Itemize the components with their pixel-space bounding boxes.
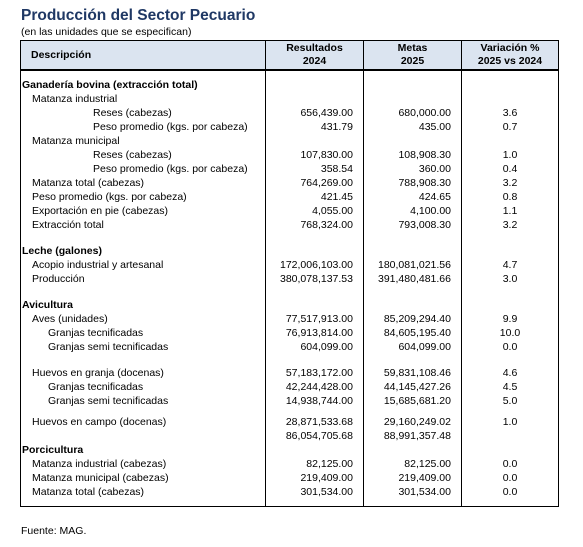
spacer-cell [364,232,462,244]
value-2025: 301,534.00 [364,485,462,499]
spacer-cell [364,499,462,507]
table-row [21,366,559,380]
variation-pct: 0.0 [462,457,559,471]
variation-pct [462,443,559,457]
spacer-cell [266,70,364,78]
table-row [21,312,559,326]
row-label: Matanza total (cabezas) [21,176,266,190]
spacer-cell [21,499,266,507]
row-label: Matanza total (cabezas) [21,485,266,499]
value-2024: 604,099.00 [266,340,364,354]
value-2024: 764,269.00 [266,176,364,190]
variation-pct: 0.7 [462,120,559,134]
spacer-cell [21,70,266,78]
row-label: Peso promedio (kgs. por cabeza) [21,162,266,176]
table-row [21,218,559,232]
row-label: Peso promedio (kgs. por cabeza) [21,120,266,134]
value-2024: 431.79 [266,120,364,134]
row-label: Porcicultura [21,443,266,457]
spacer-cell [266,408,364,415]
value-2025: 680,000.00 [364,106,462,120]
spacer-cell [364,286,462,298]
variation-pct: 3.0 [462,272,559,286]
table-row [21,176,559,190]
document-title: Producción del Sector Pecuario [21,7,256,24]
row-label: Peso promedio (kgs. por cabeza) [21,190,266,204]
row-label: Leche (galones) [21,244,266,258]
value-2025: 108,908.30 [364,148,462,162]
value-2024: 82,125.00 [266,457,364,471]
variation-pct: 1.0 [462,148,559,162]
spacer-cell [21,354,266,366]
table-body [21,70,559,507]
value-2025: 391,480,481.66 [364,272,462,286]
value-2024 [266,443,364,457]
variation-pct [462,298,559,312]
value-2024: 86,054,705.68 [266,429,364,443]
variation-pct [462,429,559,443]
variation-pct: 0.0 [462,340,559,354]
table-row [21,298,559,312]
value-2024: 421.45 [266,190,364,204]
variation-pct: 3.6 [462,106,559,120]
variation-pct: 4.7 [462,258,559,272]
row-label: Matanza industrial [21,92,266,106]
table-row [21,244,559,258]
value-2025: 85,209,294.40 [364,312,462,326]
value-2025: 360.00 [364,162,462,176]
value-2024: 107,830.00 [266,148,364,162]
value-2024: 380,078,137.53 [266,272,364,286]
table-row [21,258,559,272]
value-2025: 180,081,021.56 [364,258,462,272]
table-row [21,120,559,134]
spacer-cell [21,286,266,298]
spacer-cell [266,499,364,507]
row-label: Huevos en campo (docenas) [21,415,266,429]
table-row [21,443,559,457]
value-2025: 82,125.00 [364,457,462,471]
variation-pct: 0.8 [462,190,559,204]
value-2025: 15,685,681.20 [364,394,462,408]
row-label: Granjas tecnificadas [21,326,266,340]
table-header-row [21,41,559,71]
spacer-row [21,286,559,298]
value-2024: 14,938,744.00 [266,394,364,408]
row-label: Granjas tecnificadas [21,380,266,394]
value-2025: 219,409.00 [364,471,462,485]
value-2024 [266,298,364,312]
value-2025: 29,160,249.02 [364,415,462,429]
table-row [21,272,559,286]
value-2024: 57,183,172.00 [266,366,364,380]
table-row [21,92,559,106]
variation-pct [462,78,559,92]
table-row [21,415,559,429]
variation-pct: 3.2 [462,218,559,232]
row-label: Matanza municipal [21,134,266,148]
spacer-cell [462,232,559,244]
spacer-cell [21,232,266,244]
table-row [21,326,559,340]
spacer-cell [462,70,559,78]
value-2024: 656,439.00 [266,106,364,120]
value-2024: 768,324.00 [266,218,364,232]
row-label: Matanza municipal (cabezas) [21,471,266,485]
value-2024: 358.54 [266,162,364,176]
table-row [21,471,559,485]
variation-pct: 0.0 [462,471,559,485]
header-results-2024: Resultados 2024 [266,41,364,71]
spacer-row [21,408,559,415]
value-2024: 28,871,533.68 [266,415,364,429]
value-2025: 435.00 [364,120,462,134]
row-label [21,429,266,443]
value-2024: 301,534.00 [266,485,364,499]
table-row [21,394,559,408]
value-2025 [364,298,462,312]
variation-pct: 4.6 [462,366,559,380]
value-2025: 59,831,108.46 [364,366,462,380]
spacer-cell [21,408,266,415]
variation-pct: 5.0 [462,394,559,408]
value-2024: 42,244,428.00 [266,380,364,394]
value-2025: 4,100.00 [364,204,462,218]
header-variation: Variación % 2025 vs 2024 [462,41,559,71]
spacer-cell [266,232,364,244]
variation-pct [462,134,559,148]
table-row [21,485,559,499]
row-label: Ganadería bovina (extracción total) [21,78,266,92]
spacer-cell [266,354,364,366]
spacer-cell [364,354,462,366]
table-row [21,429,559,443]
table-row [21,457,559,471]
variation-pct: 4.5 [462,380,559,394]
row-label: Avicultura [21,298,266,312]
value-2024: 77,517,913.00 [266,312,364,326]
row-label: Aves (unidades) [21,312,266,326]
value-2024 [266,134,364,148]
table-row [21,204,559,218]
table-row [21,162,559,176]
spacer-cell [462,408,559,415]
table-row [21,78,559,92]
spacer-cell [266,286,364,298]
value-2025: 84,605,195.40 [364,326,462,340]
variation-pct: 9.9 [462,312,559,326]
livestock-production-table [20,40,559,507]
value-2025 [364,244,462,258]
value-2025: 44,145,427.26 [364,380,462,394]
value-2025 [364,134,462,148]
value-2024: 219,409.00 [266,471,364,485]
variation-pct: 10.0 [462,326,559,340]
row-label: Huevos en granja (docenas) [21,366,266,380]
row-label: Reses (cabezas) [21,106,266,120]
row-label: Matanza industrial (cabezas) [21,457,266,471]
spacer-row [21,232,559,244]
value-2024 [266,78,364,92]
variation-pct: 0.0 [462,485,559,499]
row-label: Acopio industrial y artesanal [21,258,266,272]
spacer-cell [364,70,462,78]
value-2024: 4,055.00 [266,204,364,218]
row-label: Producción [21,272,266,286]
variation-pct: 1.0 [462,415,559,429]
row-label: Exportación en pie (cabezas) [21,204,266,218]
value-2025 [364,443,462,457]
value-2024: 76,913,814.00 [266,326,364,340]
value-2024 [266,244,364,258]
header-goals-2025: Metas 2025 [364,41,462,71]
variation-pct: 1.1 [462,204,559,218]
value-2025: 88,991,357.48 [364,429,462,443]
row-label: Granjas semi tecnificadas [21,340,266,354]
spacer-cell [364,408,462,415]
spacer-cell [462,499,559,507]
document-subtitle: (en las unidades que se especifican) [21,26,192,38]
value-2025: 788,908.30 [364,176,462,190]
table-row [21,380,559,394]
value-2025: 604,099.00 [364,340,462,354]
source-note: Fuente: MAG. [21,525,87,537]
spacer-row [21,70,559,78]
table-row [21,340,559,354]
spacer-cell [462,286,559,298]
value-2025 [364,78,462,92]
value-2025: 424.65 [364,190,462,204]
spacer-row [21,499,559,507]
value-2024: 172,006,103.00 [266,258,364,272]
table-row [21,106,559,120]
table-row [21,148,559,162]
row-label: Extracción total [21,218,266,232]
variation-pct [462,244,559,258]
header-description: Descripción [21,41,266,71]
value-2025 [364,92,462,106]
table-row [21,134,559,148]
variation-pct [462,92,559,106]
spacer-row [21,354,559,366]
table-row [21,190,559,204]
spacer-cell [462,354,559,366]
value-2024 [266,92,364,106]
row-label: Reses (cabezas) [21,148,266,162]
value-2025: 793,008.30 [364,218,462,232]
variation-pct: 0.4 [462,162,559,176]
row-label: Granjas semi tecnificadas [21,394,266,408]
variation-pct: 3.2 [462,176,559,190]
